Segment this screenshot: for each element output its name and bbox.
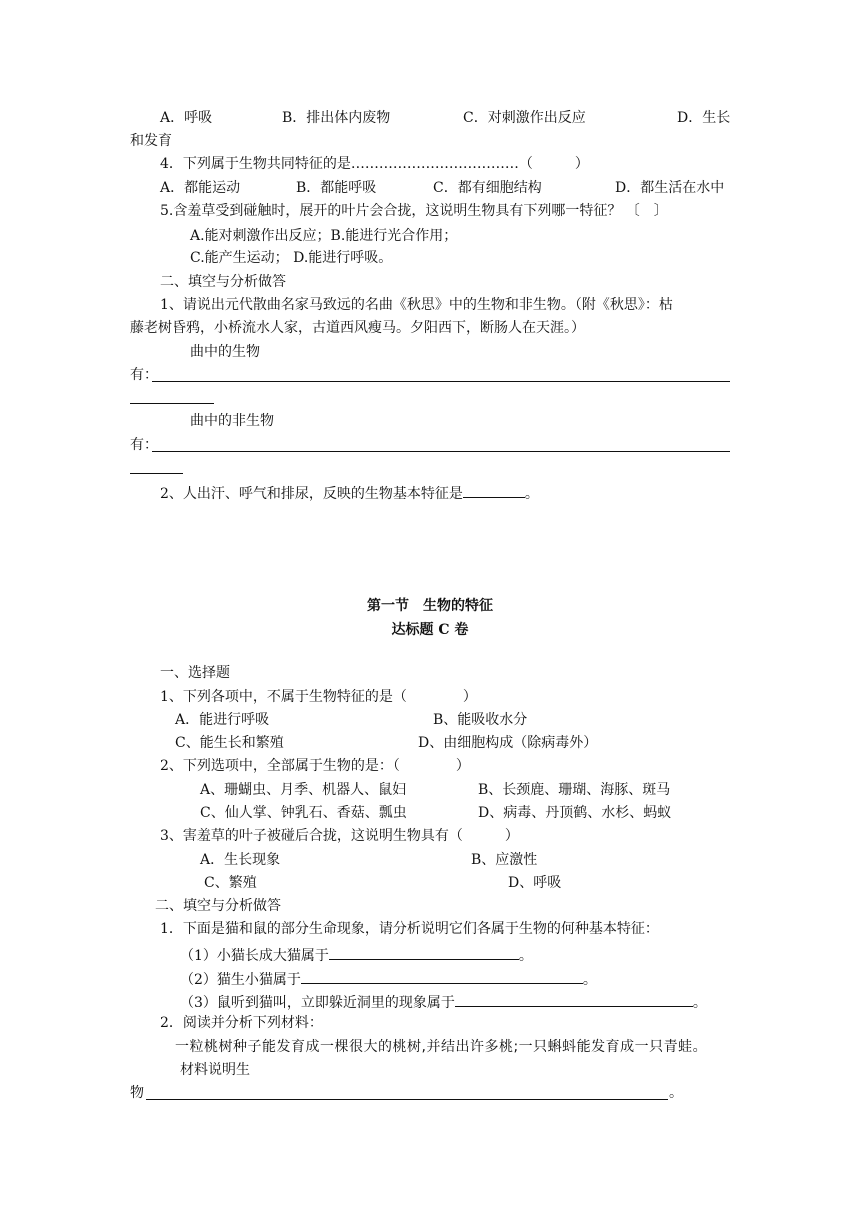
nonliving-prefix: 有： xyxy=(130,437,158,453)
q4-question: 4．下列属于生物共同特征的是………………………………（ ） xyxy=(160,156,589,172)
q4-option-a: A．都能运动 xyxy=(160,180,241,196)
q5-options-cd: C.能产生运动； D.能进行呼吸。 xyxy=(190,250,393,266)
c-q1-option-d: D、由细胞构成（除病毒外） xyxy=(418,735,598,751)
c-fill1-s3 xyxy=(180,992,707,1011)
c-q2-option-d: D、病毒、丹顶鹤、水杉、蚂蚁 xyxy=(478,805,672,821)
c-fill2-wu: 物 xyxy=(130,1085,144,1101)
c-fill1-question: 1．下面是猫和鼠的部分生命现象，请分析说明它们各属于生物的何种基本特征： xyxy=(160,921,659,937)
c-fill1-s3-blank[interactable] xyxy=(455,992,693,1007)
c-fill2-material: 一粒桃树种子能发育成一棵很大的桃树,并结出许多桃;一只蝌蚪能发育成一只青蛙。 xyxy=(175,1039,708,1055)
q3-option-b: B．排出体内废物 xyxy=(282,110,391,126)
q4-option-b: B．都能呼吸 xyxy=(296,180,377,196)
fill1-line2: 藤老树昏鸦，小桥流水人家，古道西风瘦马。夕阳西下，断肠人在天涯。） xyxy=(130,320,585,336)
fill2-text: 2、人出汗、呼气和排尿，反映的生物基本特征是 xyxy=(160,486,463,502)
fill2-blank[interactable] xyxy=(463,483,525,498)
c-fill1-s2-text: （2）猫生小猫属于 xyxy=(180,972,301,988)
q5-question: 5.含羞草受到碰触时，展开的叶片会合拢，这说明生物具有下列哪一特征？ 〔 〕 xyxy=(160,203,668,219)
nonliving-answer-line[interactable] xyxy=(152,451,730,452)
fill2-period: 。 xyxy=(524,486,539,502)
c-q1-option-b: B、能吸收水分 xyxy=(433,712,528,728)
c-q1-question: 1、下列各项中，不属于生物特征的是（ ） xyxy=(160,689,477,705)
q3-option-d-cont: 和发育 xyxy=(130,133,172,149)
q4-option-c: C．都有细胞结构 xyxy=(433,180,542,196)
c-fill1-s3-period: 。 xyxy=(692,995,707,1011)
c-q3-question: 3、害羞草的叶子被碰后合拢，这说明生物具有（ ） xyxy=(160,828,519,844)
q4-option-d: D．都生活在水中 xyxy=(615,180,725,196)
fill2-question xyxy=(160,483,539,502)
c-q1-option-a: A．能进行呼吸 xyxy=(175,712,270,728)
q3-option-a: A．呼吸 xyxy=(160,110,213,126)
c-q3-option-a: A．生长现象 xyxy=(200,852,281,868)
c-fill1-s2-period: 。 xyxy=(582,972,597,988)
c-fill2-explain: 材料说明生 xyxy=(180,1062,250,1078)
c-fill2-question: 2．阅读并分析下列材料： xyxy=(160,1015,323,1031)
c-q2-option-b: B、长颈鹿、珊瑚、海豚、斑马 xyxy=(478,782,671,798)
q3-option-d: D．生长 xyxy=(677,110,731,126)
c-fill1-s1-blank[interactable] xyxy=(329,945,519,960)
c-q3-option-b: B、应激性 xyxy=(471,852,538,868)
nonliving-label: 曲中的非生物 xyxy=(190,413,274,429)
c-q2-option-c: C、仙人掌、钟乳石、香菇、瓢虫 xyxy=(200,805,407,821)
c-fill1-s2 xyxy=(180,969,597,988)
c-fill2-period: 。 xyxy=(669,1085,683,1101)
c-fill1-s3-text: （3）鼠听到猫叫，立即躲近洞里的现象属于 xyxy=(180,995,455,1011)
c-fill1-s1-text: （1）小猫长成大猫属于 xyxy=(180,948,329,964)
page-title: 第一节 生物的特征 xyxy=(367,598,493,614)
c-fill1-s1-period: 。 xyxy=(518,948,533,964)
c-fill1-s2-blank[interactable] xyxy=(301,969,583,984)
c-q2-question: 2、下列选项中，全部属于生物的是：（ ） xyxy=(160,758,470,774)
nonliving-answer-line-cont[interactable] xyxy=(130,473,183,474)
page-subtitle: 达标题 C 卷 xyxy=(391,622,469,638)
living-prefix: 有： xyxy=(130,367,158,383)
c-section-2-title: 二、填空与分析做答 xyxy=(155,898,281,914)
living-answer-line[interactable] xyxy=(152,381,730,382)
c-q1-option-c: C、能生长和繁殖 xyxy=(175,735,284,751)
q3-option-c: C．对刺激作出反应 xyxy=(463,110,586,126)
living-answer-line-cont[interactable] xyxy=(130,403,214,404)
living-label: 曲中的生物 xyxy=(190,344,260,360)
section-1-title: 一、选择题 xyxy=(160,665,230,681)
q5-options-ab: A.能对刺激作出反应；B.能进行光合作用； xyxy=(190,228,458,244)
c-q3-option-c: C、繁殖 xyxy=(204,875,257,891)
fill1-line1: 1、请说出元代散曲名家马致远的名曲《秋思》中的生物和非生物。（附《秋思》：枯 xyxy=(160,297,673,313)
c-q3-option-d: D、呼吸 xyxy=(508,875,562,891)
c-q2-option-a: A、珊蝴虫、月季、机器人、鼠妇 xyxy=(200,782,407,798)
section-2-title: 二、填空与分析做答 xyxy=(160,274,286,290)
c-fill2-answer-line[interactable] xyxy=(146,1099,668,1100)
c-fill1-s1 xyxy=(180,945,533,964)
